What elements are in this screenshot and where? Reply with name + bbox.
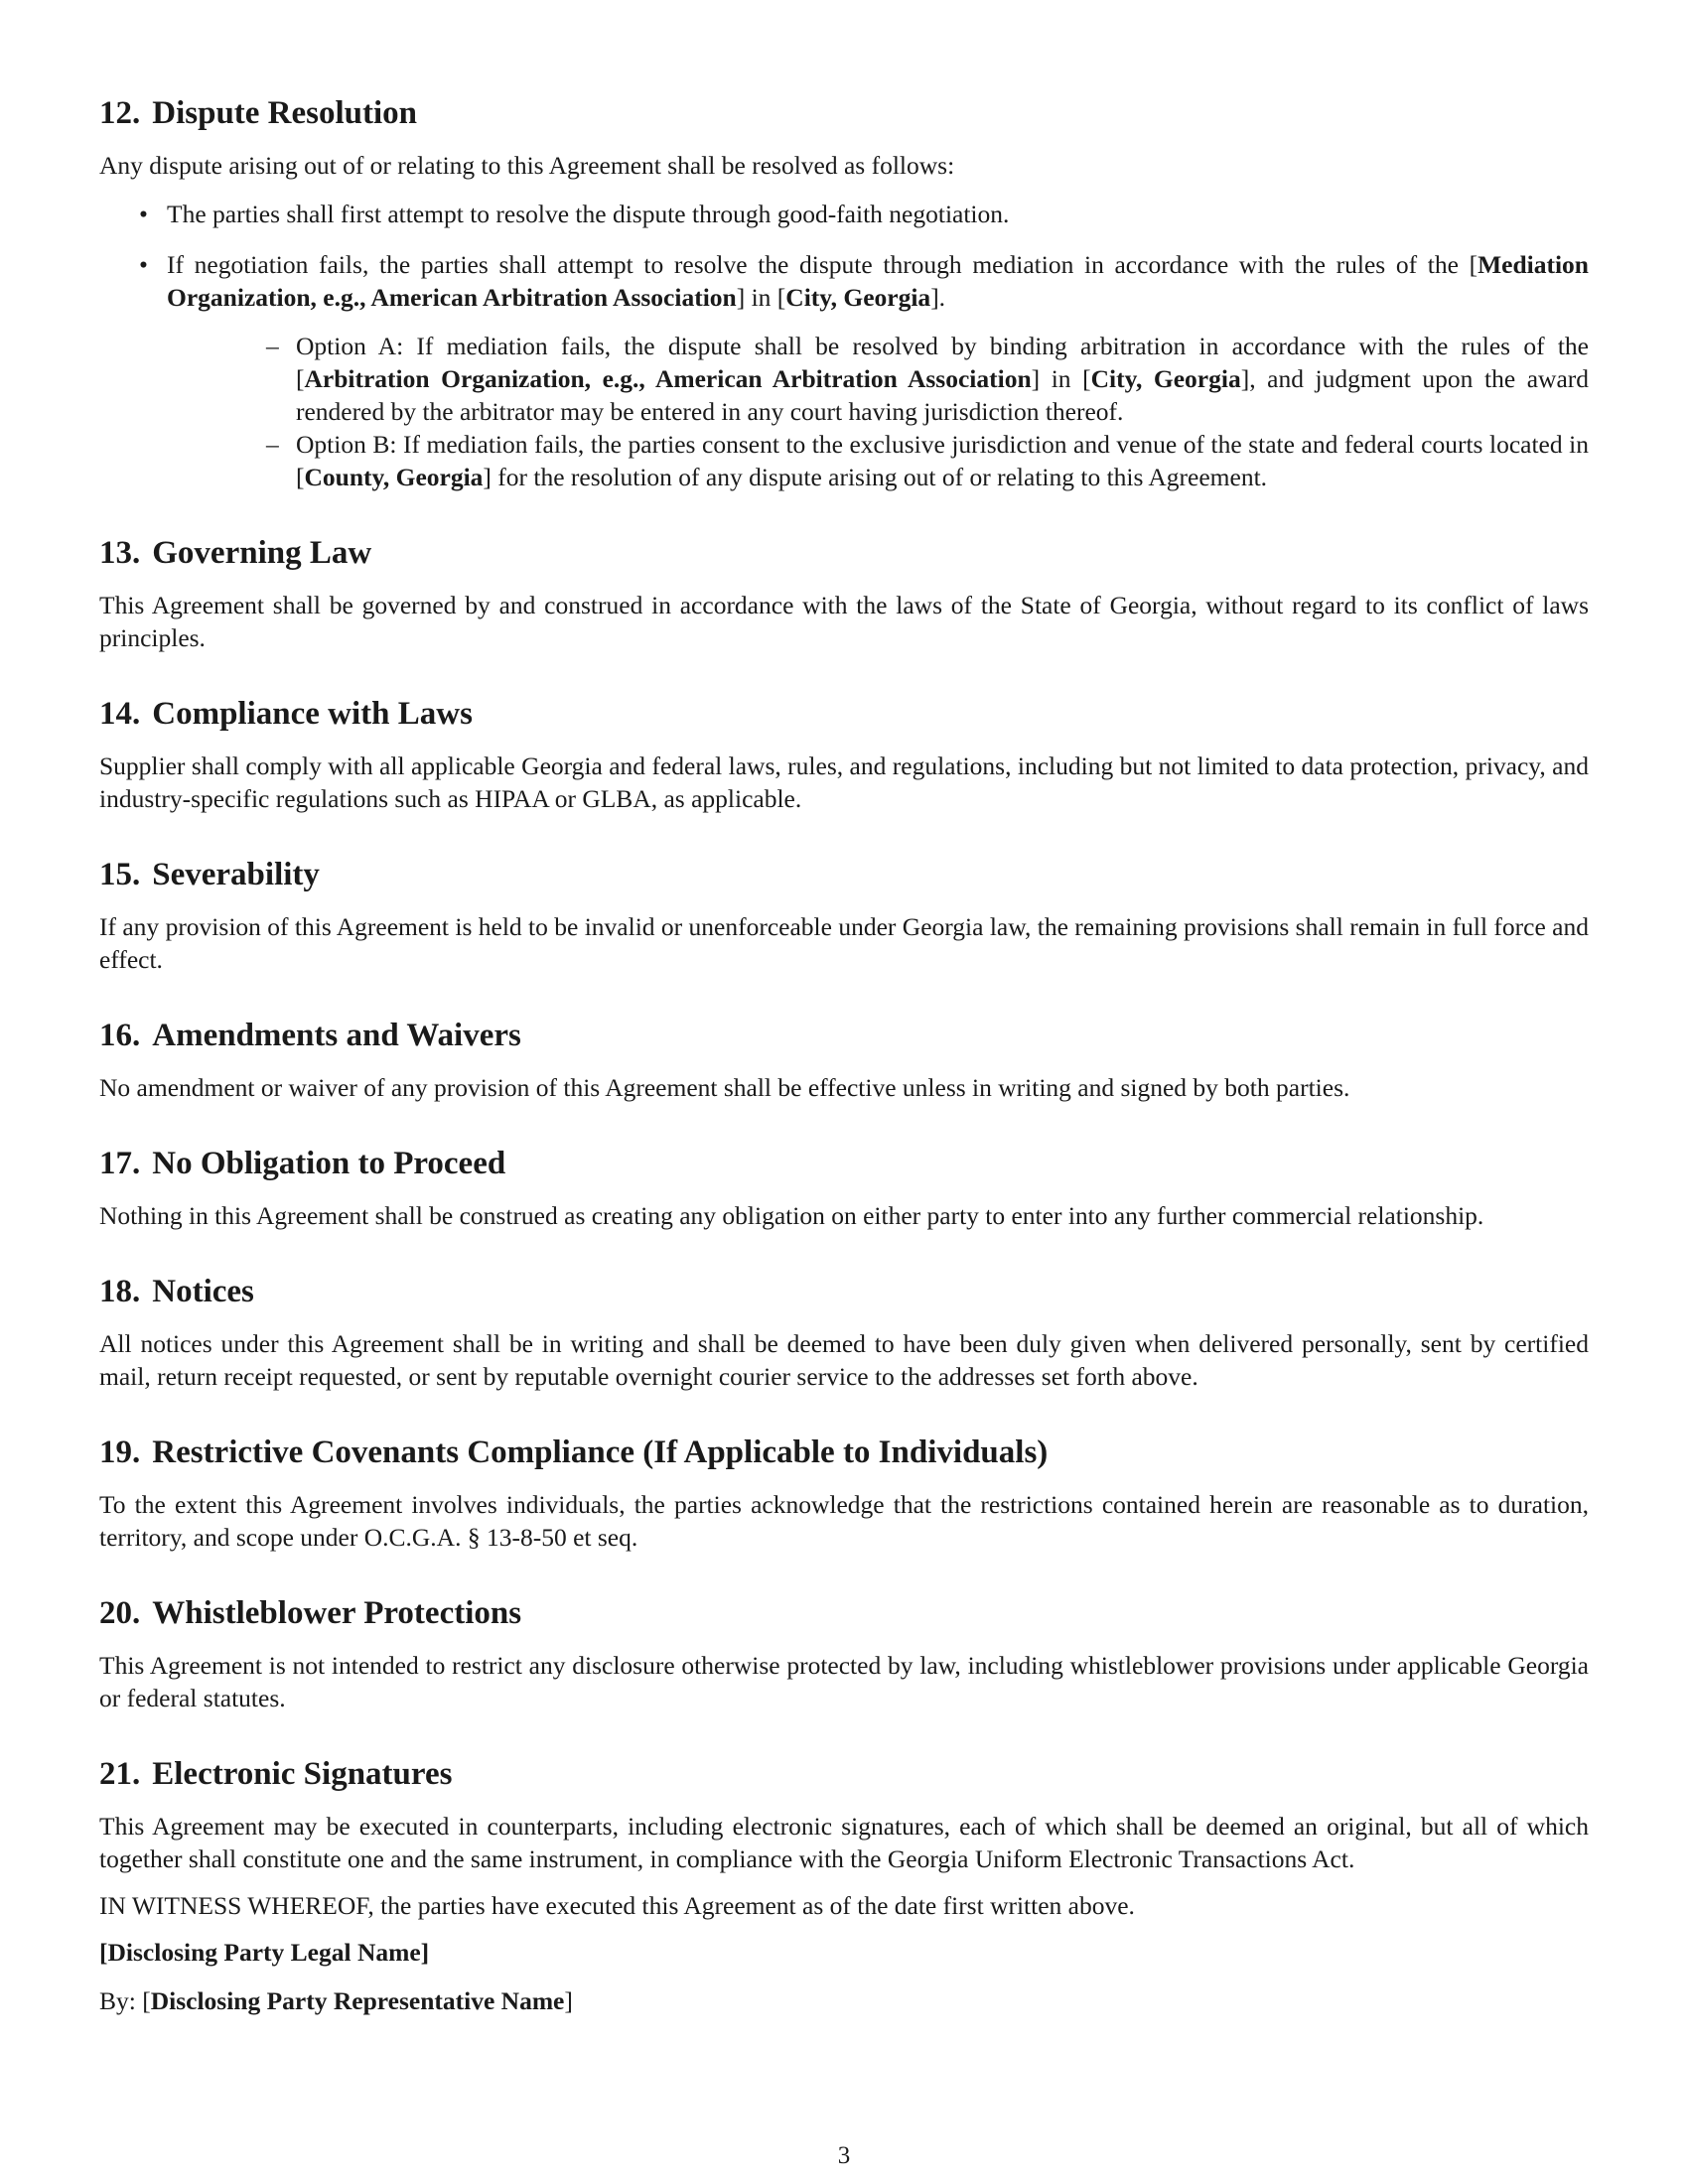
section-body: To the extent this Agreement involves individuals, the parties acknowledge that the restrictions contained herein are reasonable as to duration, territory, and scope under O.C.G.A. § 13-8-50 et seq. — [99, 1490, 1589, 1552]
disclosing-party-name — [99, 1936, 1589, 1969]
placeholder-city: City, Georgia — [1090, 364, 1241, 393]
section-body: Supplier shall comply with all applicable Georgia and federal laws, rules, and regulations, including but not limited to data protection, privacy, and industry-specific regulations such as HIPAA or GLBA, as applicable. — [99, 751, 1589, 813]
bullet-text: The parties shall first attempt to resolve the dispute through good-faith negotiation. — [167, 200, 1010, 228]
section-title: Notices — [152, 1274, 254, 1309]
bullet-mediation — [99, 248, 1589, 493]
section-title: Restrictive Covenants Compliance (If Applicable to Individuals) — [152, 1434, 1049, 1470]
bracket: ] — [564, 1986, 573, 2015]
section-heading — [99, 692, 1589, 736]
document-page — [99, 91, 1589, 2055]
section-12-dispute-resolution — [99, 91, 1589, 493]
signature-by-line — [99, 1984, 1589, 2017]
section-body: This Agreement shall be governed by and construed in accordance with the laws of the State of Georgia, without regard to its conflict of laws principles. — [99, 591, 1589, 652]
section-title: Compliance with Laws — [152, 696, 473, 732]
section-number: 18. — [99, 1274, 141, 1309]
by-label: By: [ — [99, 1986, 151, 2015]
section-heading — [99, 531, 1589, 575]
section-body: If any provision of this Agreement is held to be invalid or unenforceable under Georgia law, the remaining provisions shall remain in full force and effect. — [99, 912, 1589, 974]
section-18 — [99, 1270, 1589, 1393]
section-20 — [99, 1591, 1589, 1714]
bracket: [ — [99, 1938, 108, 1967]
option-b — [167, 428, 1589, 493]
section-number: 21. — [99, 1756, 141, 1792]
section-body: Nothing in this Agreement shall be construed as creating any obligation on either party to enter into any further commercial relationship. — [99, 1201, 1484, 1230]
section-number: 20. — [99, 1595, 141, 1631]
placeholder-county: County, Georgia — [304, 463, 484, 491]
placeholder-arbitration-org: Arbitration Organization, e.g., American Arbitration Association — [304, 364, 1032, 393]
bullet-text: ]. — [930, 283, 946, 312]
bullet-text: ] in [ — [736, 283, 786, 312]
section-17 — [99, 1142, 1589, 1232]
section-number: 13. — [99, 535, 141, 571]
section-body: All notices under this Agreement shall be in writing and shall be deemed to have been duly given when delivered personally, sent by certified mail, return receipt requested, or sent by reputable overnight courier service to the addresses set forth above. — [99, 1329, 1589, 1391]
page-number: 3 — [837, 2142, 851, 2169]
placeholder-party-name: Disclosing Party Legal Name — [107, 1938, 421, 1967]
option-text: ], and judgment upon the award rendered by the arbitrator may be entered in any court having jurisdiction thereof. — [296, 364, 1590, 426]
section-body: This Agreement may be executed in counterparts, including electronic signatures, each of which shall be deemed an original, but all of which together shall constitute one and the same instrument, in compliance with the Georgia Uniform Electronic Transactions Act. — [99, 1812, 1589, 1873]
bracket: ] — [420, 1938, 430, 1967]
section-heading — [99, 91, 1589, 135]
placeholder-representative-name: Disclosing Party Representative Name — [150, 1986, 565, 2015]
section-number: 16. — [99, 1018, 141, 1053]
option-a — [167, 330, 1589, 428]
section-heading — [99, 1142, 1589, 1185]
section-heading — [99, 1270, 1589, 1313]
section-number: 19. — [99, 1434, 141, 1470]
option-text: ] in [ — [1031, 364, 1091, 393]
placeholder-city: City, Georgia — [785, 283, 931, 312]
section-title: Severability — [152, 857, 320, 892]
section-title: Amendments and Waivers — [152, 1018, 521, 1053]
section-body: No amendment or waiver of any provision of this Agreement shall be effective unless in writing and signed by both parties. — [99, 1073, 1350, 1102]
section-title: Whistleblower Protections — [152, 1595, 522, 1631]
option-text: Option B: If mediation fails, the parties consent to the exclusive jurisdiction and venue of the state and federal courts located in [ — [296, 430, 1589, 491]
bullet-negotiation — [99, 198, 1589, 230]
section-15 — [99, 853, 1589, 976]
option-text: ] for the resolution of any dispute arising out of or relating to this Agreement. — [483, 463, 1268, 491]
placeholder-mediation-org: Mediation Organization, e.g., American Arbitration Association — [167, 250, 1589, 312]
section-title: Electronic Signatures — [152, 1756, 453, 1792]
section-number: 12. — [99, 95, 141, 131]
section-heading — [99, 1431, 1589, 1474]
section-21 — [99, 1752, 1589, 2017]
section-14 — [99, 692, 1589, 815]
section-16 — [99, 1014, 1589, 1104]
bullet-list — [99, 198, 1589, 493]
section-body: This Agreement is not intended to restrict any disclosure otherwise protected by law, including whistleblower provisions under applicable Georgia or federal statutes. — [99, 1651, 1589, 1712]
section-title: Governing Law — [152, 535, 372, 571]
section-number: 17. — [99, 1146, 141, 1181]
section-13 — [99, 531, 1589, 654]
section-heading — [99, 1591, 1589, 1635]
witness-clause: IN WITNESS WHEREOF, the parties have executed this Agreement as of the date first written above. — [99, 1891, 1135, 1920]
option-text: Option A: If mediation fails, the dispute shall be resolved by binding arbitration in accordance with the rules of the [ — [296, 332, 1589, 393]
section-title: No Obligation to Proceed — [152, 1146, 506, 1181]
section-title: Dispute Resolution — [152, 95, 418, 131]
bullet-text: If negotiation fails, the parties shall attempt to resolve the dispute through mediation in accordance with the rules of the [ — [167, 250, 1478, 279]
section-body: Any dispute arising out of or relating to this Agreement shall be resolved as follows: — [99, 151, 955, 180]
section-number: 14. — [99, 696, 141, 732]
section-heading — [99, 1014, 1589, 1057]
section-19 — [99, 1431, 1589, 1554]
section-number: 15. — [99, 857, 141, 892]
section-heading — [99, 853, 1589, 896]
option-list — [167, 330, 1589, 493]
section-heading — [99, 1752, 1589, 1796]
